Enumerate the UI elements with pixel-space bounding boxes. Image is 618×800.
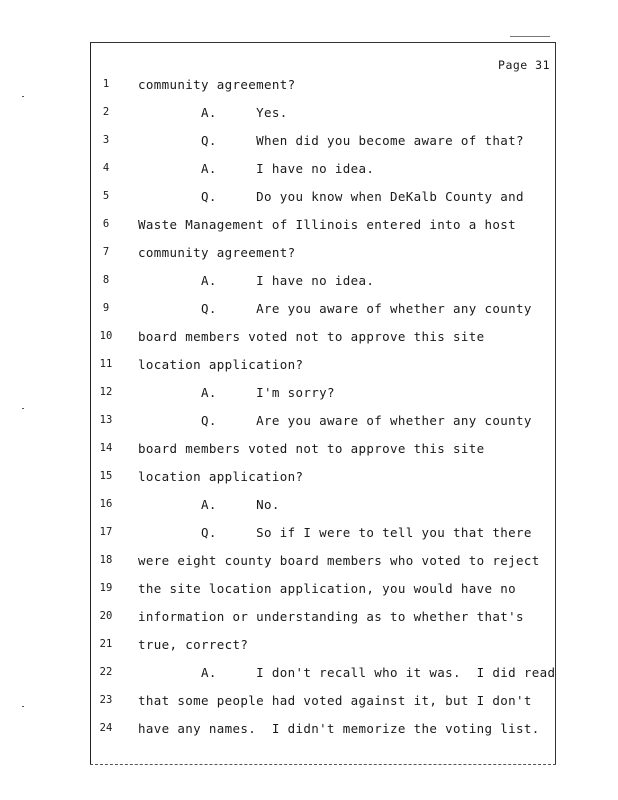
transcript-line — [0, 386, 618, 404]
line-number: 6 — [102, 218, 110, 230]
line-text: board members voted not to approve this site — [138, 441, 485, 456]
transcript-line — [0, 414, 618, 432]
transcript-line — [0, 526, 618, 544]
line-text: true, correct? — [138, 637, 249, 652]
transcript-line — [0, 190, 618, 208]
line-text: Q. When did you become aware of that? — [138, 133, 524, 148]
line-text: location application? — [138, 469, 304, 484]
transcript-line — [0, 722, 618, 740]
line-text: Q. So if I were to tell you that there — [138, 525, 532, 540]
line-number: 17 — [99, 526, 113, 538]
line-number: 20 — [99, 610, 113, 622]
transcript-line — [0, 106, 618, 124]
line-number: 24 — [99, 722, 113, 734]
line-text: board members voted not to approve this site — [138, 329, 485, 344]
line-text: community agreement? — [138, 245, 296, 260]
line-text: A. I have no idea. — [138, 273, 375, 288]
line-number: 11 — [99, 358, 113, 370]
transcript-line — [0, 274, 618, 292]
line-number: 16 — [99, 498, 113, 510]
transcript-line — [0, 302, 618, 320]
line-number: 5 — [102, 190, 110, 202]
transcript-line — [0, 666, 618, 684]
line-text: A. I'm sorry? — [138, 385, 335, 400]
page-bottom-rule — [90, 764, 556, 765]
line-number: 1 — [102, 78, 110, 90]
line-text: were eight county board members who voted to reject — [138, 553, 540, 568]
line-number: 22 — [99, 666, 113, 678]
line-number: 23 — [99, 694, 113, 706]
transcript-line — [0, 442, 618, 460]
scan-mark — [510, 36, 550, 37]
line-text: that some people had voted against it, but I don't — [138, 693, 532, 708]
line-number: 8 — [102, 274, 110, 286]
line-number: 12 — [99, 386, 113, 398]
line-text: Q. Are you aware of whether any county — [138, 413, 532, 428]
line-number: 21 — [99, 638, 113, 650]
line-text: A. I have no idea. — [138, 161, 375, 176]
transcript-line — [0, 246, 618, 264]
transcript-line — [0, 162, 618, 180]
transcript-line — [0, 638, 618, 656]
line-text: Q. Are you aware of whether any county — [138, 301, 532, 316]
line-text: location application? — [138, 357, 304, 372]
line-text: community agreement? — [138, 77, 296, 92]
line-number: 19 — [99, 582, 113, 594]
scan-speck — [22, 408, 24, 409]
line-text: A. Yes. — [138, 105, 288, 120]
transcript-line — [0, 554, 618, 572]
line-number: 4 — [102, 162, 110, 174]
transcript-line — [0, 498, 618, 516]
line-number: 2 — [102, 106, 110, 118]
line-number: 14 — [99, 442, 113, 454]
transcript-line — [0, 330, 618, 348]
transcript-line — [0, 134, 618, 152]
line-text: A. No. — [138, 497, 280, 512]
line-number: 9 — [102, 302, 110, 314]
line-number: 3 — [102, 134, 110, 146]
scan-speck — [22, 96, 24, 97]
line-text: Waste Management of Illinois entered into a host — [138, 217, 517, 232]
line-number: 7 — [102, 246, 110, 258]
scan-speck — [22, 706, 24, 707]
transcript-line — [0, 470, 618, 488]
transcript-line — [0, 358, 618, 376]
transcript-line — [0, 610, 618, 628]
line-text: A. I don't recall who it was. I did read — [138, 665, 556, 680]
transcript-line — [0, 694, 618, 712]
transcript-line — [0, 78, 618, 96]
line-text: information or understanding as to whether that's — [138, 609, 524, 624]
line-text: Q. Do you know when DeKalb County and — [138, 189, 524, 204]
line-number: 15 — [99, 470, 113, 482]
line-number: 18 — [99, 554, 113, 566]
line-number: 10 — [99, 330, 113, 342]
page-number: Page 31 — [498, 58, 550, 72]
transcript-line — [0, 582, 618, 600]
transcript-line — [0, 218, 618, 236]
line-text: have any names. I didn't memorize the voting list. — [138, 721, 540, 736]
line-number: 13 — [99, 414, 113, 426]
line-text: the site location application, you would have no — [138, 581, 517, 596]
